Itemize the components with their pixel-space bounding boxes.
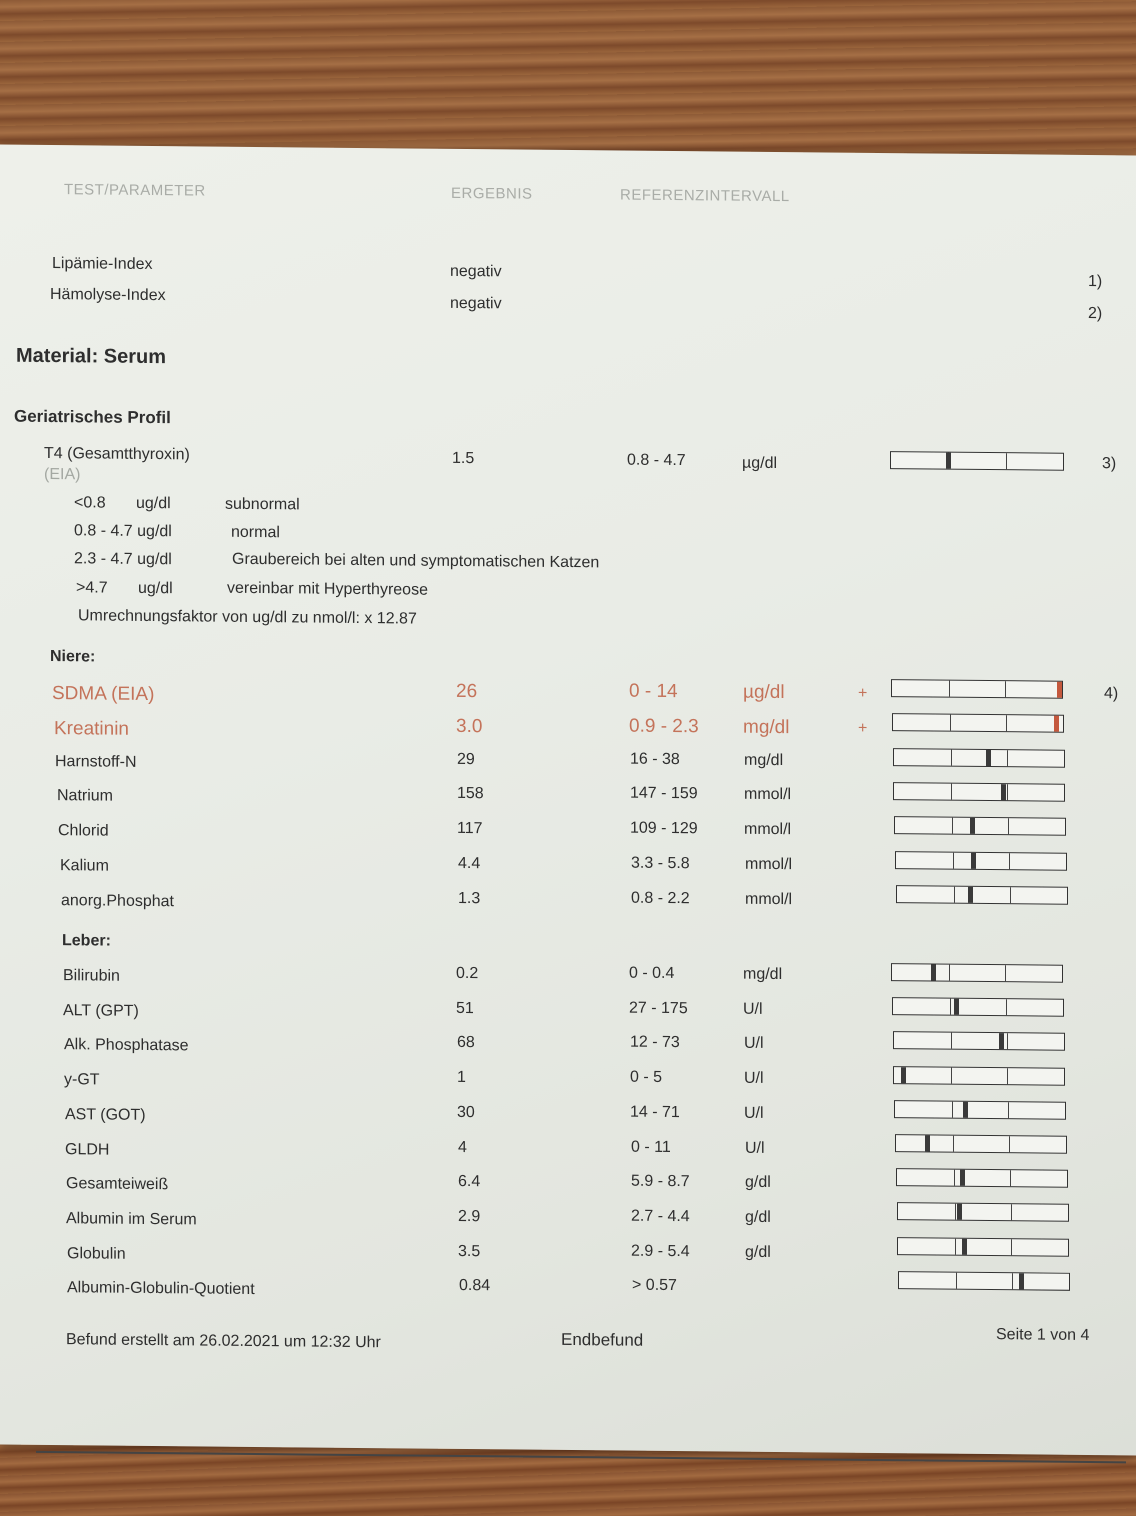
t4-label: T4 (Gesamtthyroxin) (44, 444, 190, 464)
range-bar-divider (1006, 716, 1007, 732)
col-header-result: ERGEBNIS (451, 184, 533, 203)
range-bar-divider (1008, 818, 1009, 834)
leber-item-range: 27 - 175 (629, 999, 688, 1017)
leber-item-value: 51 (456, 999, 474, 1017)
lipaemie-index-value: negativ (450, 262, 502, 281)
niere-item-name: Natrium (57, 787, 114, 806)
leber-item-name: Alk. Phosphatase (64, 1036, 189, 1055)
niere-heading: Niere: (50, 648, 96, 666)
t4-table-unit: ug/dl (138, 579, 173, 598)
leber-item-value: 6.4 (458, 1173, 481, 1191)
niere-item-name: Kalium (60, 857, 109, 875)
range-bar-divider (950, 999, 951, 1015)
leber-item-range: 14 - 71 (630, 1103, 680, 1121)
t4-table-text: vereinbar mit Hyperthyreose (227, 579, 428, 599)
t4-range-bar (890, 451, 1064, 471)
niere-item-range-bar (893, 782, 1065, 802)
niere-item-unit: mg/dl (744, 751, 784, 769)
range-bar-marker (986, 750, 991, 766)
leber-item-range: 0 - 0.4 (629, 964, 675, 983)
range-bar-divider (1006, 453, 1007, 469)
niere-item-value: 26 (456, 680, 478, 703)
t4-table-range: 0.8 - 4.7 ug/dl (74, 522, 172, 541)
niere-item-range: 109 - 129 (630, 819, 698, 838)
leber-item-range-bar (897, 1203, 1069, 1223)
range-bar-marker (963, 1102, 968, 1118)
niere-item-flag: + (858, 719, 868, 737)
leber-item-value: 30 (457, 1103, 475, 1121)
col-header-reference: REFERENZINTERVALL (620, 186, 790, 206)
report-status: Endbefund (561, 1329, 644, 1350)
leber-item-range-bar (892, 997, 1064, 1017)
range-bar-divider (1007, 784, 1008, 800)
report-created: Befund erstellt am 26.02.2021 um 12:32 Uhr (66, 1331, 381, 1352)
leber-item-name: ALT (GPT) (63, 1001, 139, 1020)
niere-item-range: 0.8 - 2.2 (631, 889, 690, 907)
range-bar-divider (951, 1067, 952, 1083)
niere-item-range-bar (892, 713, 1064, 733)
t4-table-text: subnormal (225, 495, 300, 514)
niere-item-unit: µg/dl (743, 681, 785, 704)
niere-item-value: 1.3 (458, 889, 481, 907)
range-bar-divider (1011, 1205, 1012, 1221)
leber-item-name: GLDH (65, 1140, 110, 1159)
leber-item-name: Globulin (67, 1244, 126, 1263)
niere-item-value: 158 (457, 785, 484, 803)
range-bar-divider (1011, 1239, 1012, 1255)
niere-item-range-bar (891, 679, 1063, 699)
niere-item-unit: mg/dl (743, 716, 790, 738)
niere-item-range-bar (894, 816, 1066, 836)
t4-range: 0.8 - 4.7 (627, 451, 686, 470)
material-heading: Material: Serum (16, 344, 167, 369)
niere-item-range-bar (893, 748, 1065, 768)
range-bar-marker (970, 818, 975, 834)
conversion-note: Umrechnungsfaktor von ug/dl zu nmol/l: x 12.87 (78, 607, 417, 628)
t4-table-range: <0.8 (74, 494, 106, 512)
range-bar-marker (957, 1204, 962, 1220)
range-bar-divider (1010, 887, 1011, 903)
range-bar-marker (925, 1135, 930, 1151)
leber-item-unit: U/l (744, 1035, 764, 1053)
leber-item-value: 0.84 (459, 1277, 491, 1295)
leber-item-unit: U/l (743, 1000, 763, 1018)
range-bar-divider (1007, 750, 1008, 766)
leber-heading: Leber: (62, 932, 111, 950)
range-bar-marker (946, 453, 951, 469)
footnote-3: 3) (1102, 455, 1117, 473)
niere-item-unit: mmol/l (745, 890, 793, 908)
range-bar-divider (1005, 965, 1006, 981)
range-bar-divider (949, 681, 950, 697)
lab-report-sheet (0, 145, 1136, 1456)
footnote-2: 2) (1088, 304, 1103, 323)
range-bar-divider (955, 1238, 956, 1254)
col-header-test: TEST/PARAMETER (64, 181, 206, 200)
range-bar-divider (1009, 1136, 1010, 1152)
range-bar-divider (1005, 681, 1006, 697)
leber-item-range-bar (896, 1168, 1068, 1188)
lipaemie-index-label: Lipämie-Index (52, 255, 153, 274)
page-number: Seite 1 von 4 (996, 1326, 1090, 1345)
leber-item-range-bar (891, 963, 1063, 983)
range-bar-divider (952, 1101, 953, 1117)
leber-item-range: 5.9 - 8.7 (631, 1172, 690, 1191)
leber-item-range: 0 - 11 (631, 1138, 671, 1156)
leber-item-value: 68 (457, 1034, 475, 1052)
niere-item-value: 4.4 (458, 854, 481, 873)
leber-item-range-bar (894, 1100, 1066, 1120)
wooden-table-top (0, 0, 1136, 160)
niere-item-name: anorg.Phosphat (61, 891, 174, 911)
range-bar-marker (968, 887, 973, 903)
t4-method: (EIA) (44, 465, 81, 484)
t4-table-text: normal (231, 523, 280, 542)
leber-item-name: Gesamteiweiß (66, 1175, 169, 1194)
range-bar-divider (1008, 1102, 1009, 1118)
leber-item-value: 3.5 (458, 1242, 481, 1260)
leber-item-range-bar (893, 1066, 1065, 1086)
range-bar-marker (1019, 1273, 1024, 1289)
niere-item-value: 117 (457, 820, 483, 838)
haemolyse-index-label: Hämolyse-Index (50, 286, 166, 305)
leber-item-range: 12 - 73 (630, 1033, 680, 1052)
range-bar-divider (1007, 1068, 1008, 1084)
leber-item-name: y-GT (64, 1071, 100, 1089)
t4-table-unit: ug/dl (136, 494, 171, 513)
leber-item-range-bar (893, 1032, 1065, 1052)
niere-item-name: SDMA (EIA) (52, 683, 155, 706)
range-bar-marker (971, 852, 976, 868)
leber-item-range-bar (895, 1134, 1067, 1154)
range-bar-marker (931, 964, 936, 980)
range-bar-divider (954, 1170, 955, 1186)
leber-item-name: Albumin im Serum (66, 1210, 197, 1229)
leber-item-range-bar (898, 1271, 1070, 1291)
leber-item-unit: mg/dl (743, 965, 783, 984)
t4-table-range: 2.3 - 4.7 ug/dl (74, 550, 172, 569)
range-bar-divider (956, 1273, 957, 1289)
footnote-4: 4) (1104, 685, 1119, 703)
range-bar-marker (999, 1034, 1004, 1050)
niere-item-name: Harnstoff-N (55, 752, 137, 771)
range-bar-divider (952, 818, 953, 834)
range-bar-marker (960, 1170, 965, 1186)
t4-table-range: >4.7 (76, 579, 108, 597)
range-bar-divider (1012, 1273, 1013, 1289)
range-bar-divider (951, 749, 952, 765)
niere-item-range-bar (895, 851, 1067, 871)
range-bar-divider (1006, 999, 1007, 1015)
niere-item-range: 16 - 38 (630, 750, 680, 768)
leber-item-name: AST (GOT) (65, 1105, 146, 1124)
range-bar-marker (1001, 784, 1006, 800)
niere-item-range: 0 - 14 (629, 680, 678, 703)
t4-value: 1.5 (452, 449, 475, 468)
niere-item-name: Chlorid (58, 822, 109, 840)
leber-item-unit: U/l (745, 1139, 765, 1157)
range-bar-divider (951, 784, 952, 800)
leber-item-unit: g/dl (745, 1208, 771, 1226)
leber-item-unit: g/dl (745, 1173, 771, 1192)
niere-item-flag: + (858, 684, 868, 702)
niere-item-range: 0.9 - 2.3 (629, 715, 699, 738)
range-bar-divider (950, 715, 951, 731)
leber-item-range: 2.7 - 4.4 (631, 1207, 690, 1226)
footnote-1: 1) (1088, 272, 1103, 291)
range-bar-marker (1054, 716, 1059, 732)
range-bar-marker (1057, 682, 1062, 698)
range-bar-divider (953, 1136, 954, 1152)
niere-item-range: 3.3 - 5.8 (631, 854, 690, 873)
range-bar-divider (1009, 853, 1010, 869)
range-bar-marker (954, 999, 959, 1015)
haemolyse-index-value: negativ (450, 294, 502, 313)
niere-item-name: Kreatinin (54, 717, 129, 740)
profile-heading: Geriatrisches Profil (14, 406, 171, 428)
leber-item-unit: g/dl (745, 1243, 771, 1261)
leber-item-range: 2.9 - 5.4 (631, 1242, 690, 1260)
leber-item-value: 0.2 (456, 964, 479, 983)
t4-table-text: Graubereich bei alten und symptomatischen Katzen (232, 550, 600, 572)
leber-item-unit: U/l (744, 1069, 764, 1087)
range-bar-marker (962, 1238, 967, 1254)
range-bar-divider (955, 1204, 956, 1220)
niere-item-unit: mmol/l (744, 820, 792, 839)
leber-item-range-bar (897, 1237, 1069, 1257)
range-bar-marker (901, 1067, 906, 1083)
range-bar-divider (1007, 1034, 1008, 1050)
niere-item-unit: mmol/l (744, 786, 792, 804)
niere-item-value: 29 (457, 750, 475, 768)
leber-item-range: 0 - 5 (630, 1068, 663, 1086)
leber-item-name: Albumin-Globulin-Quotient (67, 1279, 255, 1299)
leber-item-name: Bilirubin (63, 967, 120, 985)
niere-item-range-bar (896, 885, 1068, 905)
range-bar-divider (954, 887, 955, 903)
niere-item-range: 147 - 159 (630, 784, 698, 803)
t4-unit: µg/dl (742, 454, 778, 473)
leber-item-unit: U/l (744, 1104, 764, 1122)
range-bar-divider (1010, 1170, 1011, 1186)
leber-item-value: 2.9 (458, 1207, 481, 1226)
leber-item-range: > 0.57 (632, 1276, 677, 1295)
range-bar-divider (953, 852, 954, 868)
range-bar-divider (951, 1033, 952, 1049)
niere-item-unit: mmol/l (745, 855, 793, 874)
niere-item-value: 3.0 (456, 715, 483, 737)
leber-item-value: 4 (458, 1138, 467, 1156)
range-bar-divider (949, 965, 950, 981)
leber-item-value: 1 (457, 1069, 466, 1087)
